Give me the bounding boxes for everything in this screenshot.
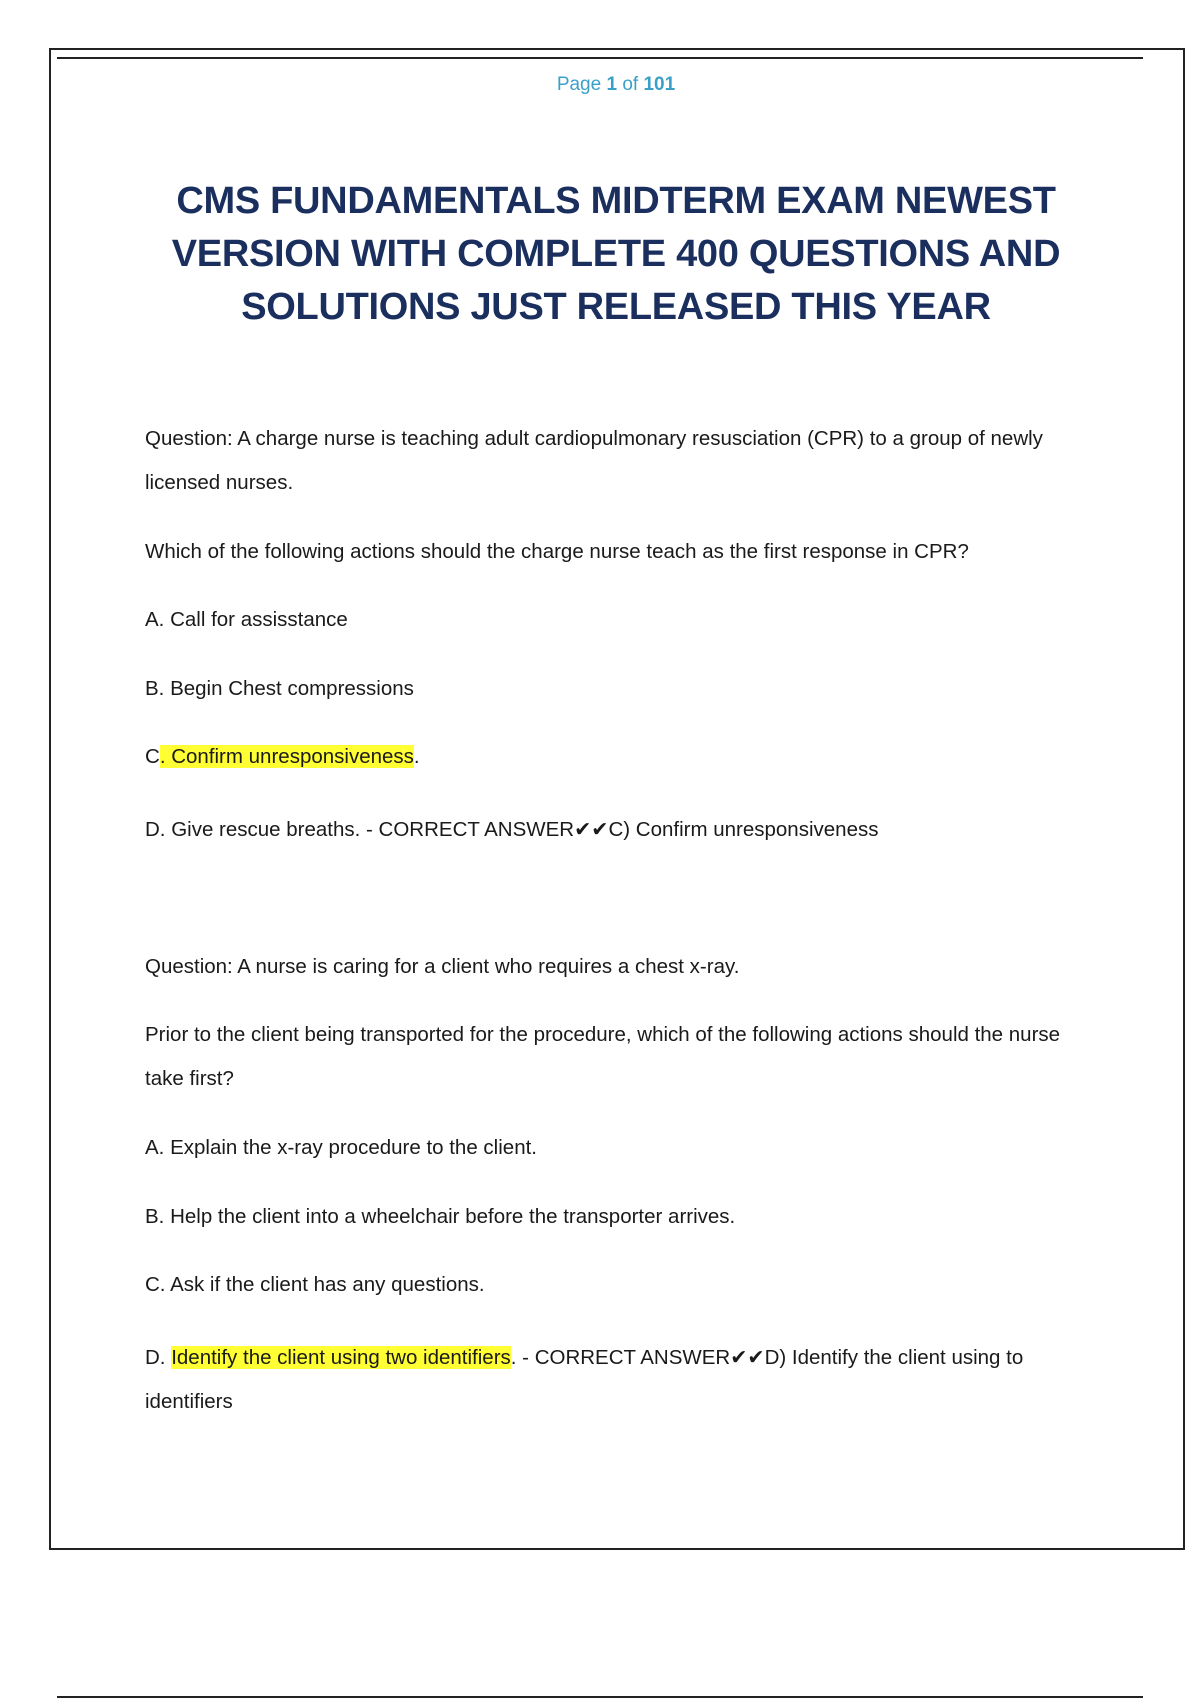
page-indicator [0, 74, 1200, 96]
option-c-suffix: . [413, 745, 420, 768]
top-rule [57, 57, 1143, 59]
highlighted-answer: Identify the client using two identifiers [171, 1346, 511, 1369]
question-2-stem: Question: A nurse is caring for a client who requires a chest x-ray. [145, 955, 740, 978]
option-d-letter: D. [145, 1346, 172, 1369]
question-1-prompt: Which of the following actions should the charge nurse teach as the first response in CPR? [145, 540, 969, 563]
question-2-prompt: Prior to the client being transported for the procedure, which of the following actions should the nurse take first? [145, 1023, 1061, 1090]
question-2-option-a: A. Explain the x-ray procedure to the client. [145, 1136, 537, 1159]
option-d-suffix: . - CORRECT ANSWER✔✔D) Identify the client using to identifiers [145, 1346, 1024, 1413]
page-of: of [622, 74, 639, 95]
question-2-option-b: B. Help the client into a wheelchair before the transporter arrives. [145, 1205, 736, 1228]
question-2-option-d-answer [145, 1336, 1095, 1424]
page-total: 101 [643, 74, 676, 95]
question-1-option-b: B. Begin Chest compressions [145, 677, 414, 700]
page-label: Page [556, 74, 602, 95]
option-c-letter: C [145, 745, 160, 768]
question-1-stem: Question: A charge nurse is teaching adult cardiopulmonary resusciation (CPR) to a group of newly licensed nurses. [145, 427, 1043, 494]
question-1-option-c [145, 735, 1095, 779]
highlighted-answer: . Confirm unresponsiveness [159, 745, 414, 768]
page-current: 1 [606, 74, 618, 95]
question-2-option-c: C. Ask if the client has any questions. [145, 1273, 485, 1296]
document-title: CMS FUNDAMENTALS MIDTERM EXAM NEWEST VERSION WITH COMPLETE 400 QUESTIONS AND SOLUTIONS JUST RELEASED THIS YEAR [171, 180, 1061, 328]
question-1-option-d-answer: D. Give rescue breaths. - CORRECT ANSWER✔✔C) Confirm unresponsiveness [145, 818, 879, 841]
question-1-option-a: A. Call for assisstance [145, 608, 348, 631]
bottom-rule [57, 1696, 1143, 1698]
